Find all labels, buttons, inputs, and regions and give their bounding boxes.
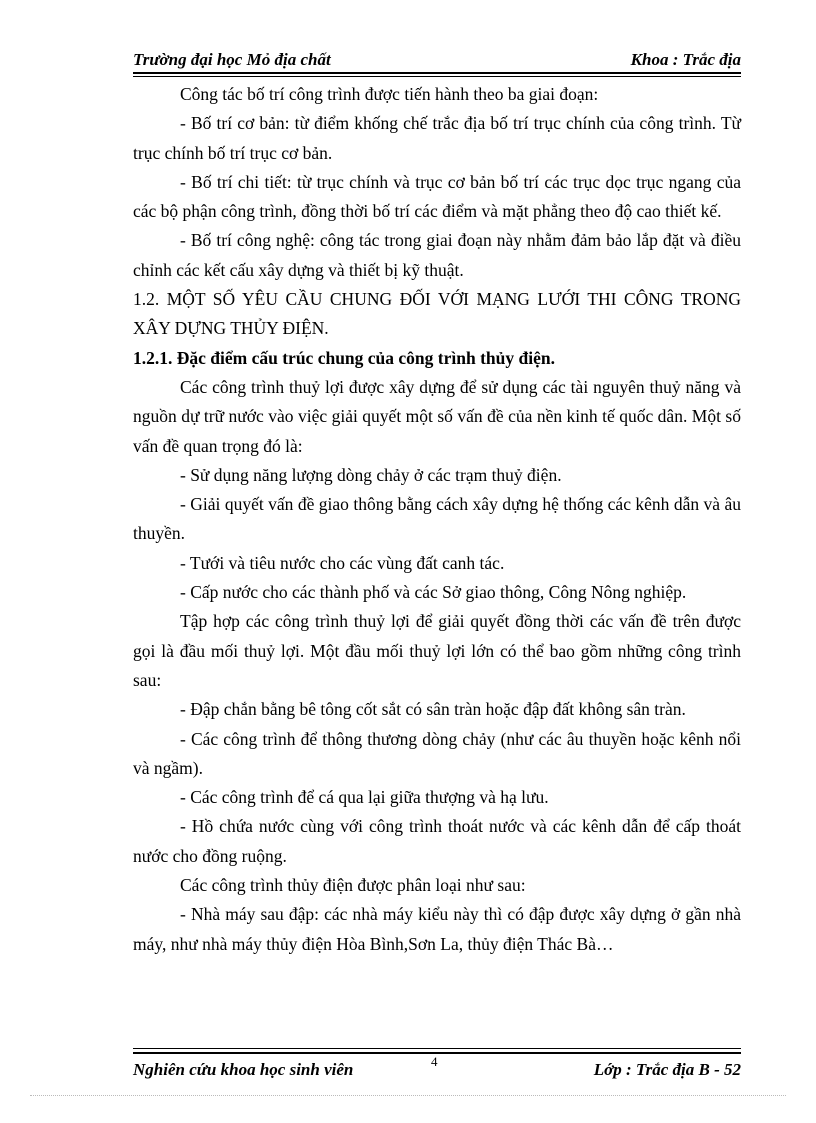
footer-rule-thin (133, 1048, 741, 1049)
paragraph-bullet: - Nhà máy sau đập: các nhà máy kiểu này thì có đập được xây dựng ở gần nhà máy, như nhà máy thủy điện Hòa Bình,Sơn La, thủy điện Thác Bà… (133, 904, 741, 954)
section-heading: 1.2. MỘT SỐ YÊU CẦU CHUNG ĐỐI VỚI MẠNG LƯỚI THI CÔNG TRONG XÂY DỰNG THỦY ĐIỆN. (133, 289, 741, 339)
paragraph-bullet: - Giải quyết vấn đề giao thông bằng cách xây dựng hệ thống các kênh dẫn và âu thuyền. (133, 494, 741, 544)
paragraph: Các công trình thủy điện được phân loại như sau: (180, 875, 526, 896)
header-rule (133, 72, 741, 74)
footer-left: Nghiên cứu khoa học sinh viên (133, 1060, 354, 1079)
paragraph-bullet: - Hồ chứa nước cùng với công trình thoát nước và các kênh dẫn để cấp thoát nước cho đồng ruộng. (133, 816, 741, 866)
paragraph-bullet: - Cấp nước cho các thành phố và các Sở giao thông, Công Nông nghiệp. (180, 582, 687, 603)
header-school: Trường đại học Mỏ địa chất (133, 50, 331, 69)
subsection-heading: 1.2.1. Đặc điểm cấu trúc chung của công trình thủy điện. (133, 347, 555, 368)
paragraph-bullet: - Bố trí cơ bản: từ điểm khống chế trắc địa bố trí trục chính của công trình. Từ trục chính bố trí trục cơ bản. (133, 113, 741, 163)
page-header (133, 50, 741, 72)
header-faculty: Khoa : Trắc địa (630, 50, 741, 69)
paragraph-bullet: - Bố trí công nghệ: công tác trong giai đoạn này nhằm đảm bảo lắp đặt và điều chỉnh các kết cấu xây dựng và thiết bị kỹ thuật. (133, 230, 741, 280)
paragraph-bullet: - Sử dụng năng lượng dòng chảy ở các trạm thuỷ điện. (180, 464, 562, 485)
paragraph: Tập hợp các công trình thuỷ lợi để giải quyết đồng thời các vấn đề trên được gọi là đầu mối thuỷ lợi. Một đầu mối thuỷ lợi lớn có thể bao gồm những công trình sau: (133, 611, 741, 690)
footer-class: Lớp : Trắc địa B - 52 (593, 1060, 741, 1079)
paragraph-intro: Công tác bố trí công trình được tiến hành theo ba giai đoạn: (180, 84, 599, 104)
document-body (133, 80, 741, 959)
page-bottom-border (30, 1095, 786, 1096)
page-footer (133, 1048, 741, 1078)
paragraph-bullet: - Các công trình để thông thương dòng chảy (như các âu thuyền hoặc kênh nổi và ngầm). (133, 728, 741, 778)
page-number: 4 (431, 1054, 438, 1069)
paragraph-bullet: - Bố trí chi tiết: từ trục chính và trục cơ bản bố trí các trục dọc trục ngang của các bộ phận công trình, đồng thời bố trí các điểm và mặt phẳng theo độ cao thiết kế. (133, 171, 741, 222)
paragraph-bullet: - Các công trình để cá qua lại giữa thượng và hạ lưu. (180, 787, 549, 808)
paragraph-bullet: - Đập chắn bằng bê tông cốt sắt có sân tràn hoặc đập đất không sân tràn. (180, 699, 686, 720)
paragraph: Các công trình thuỷ lợi được xây dựng để sử dụng các tài nguyên thuỷ năng và nguồn dự trữ nước vào việc giải quyết một số vấn đề của nền kinh tế quốc dân. Một số vấn đề quan trọng đó là: (133, 376, 741, 456)
header-rule-thin (133, 76, 741, 77)
paragraph-bullet: - Tưới và tiêu nước cho các vùng đất canh tác. (180, 552, 505, 573)
